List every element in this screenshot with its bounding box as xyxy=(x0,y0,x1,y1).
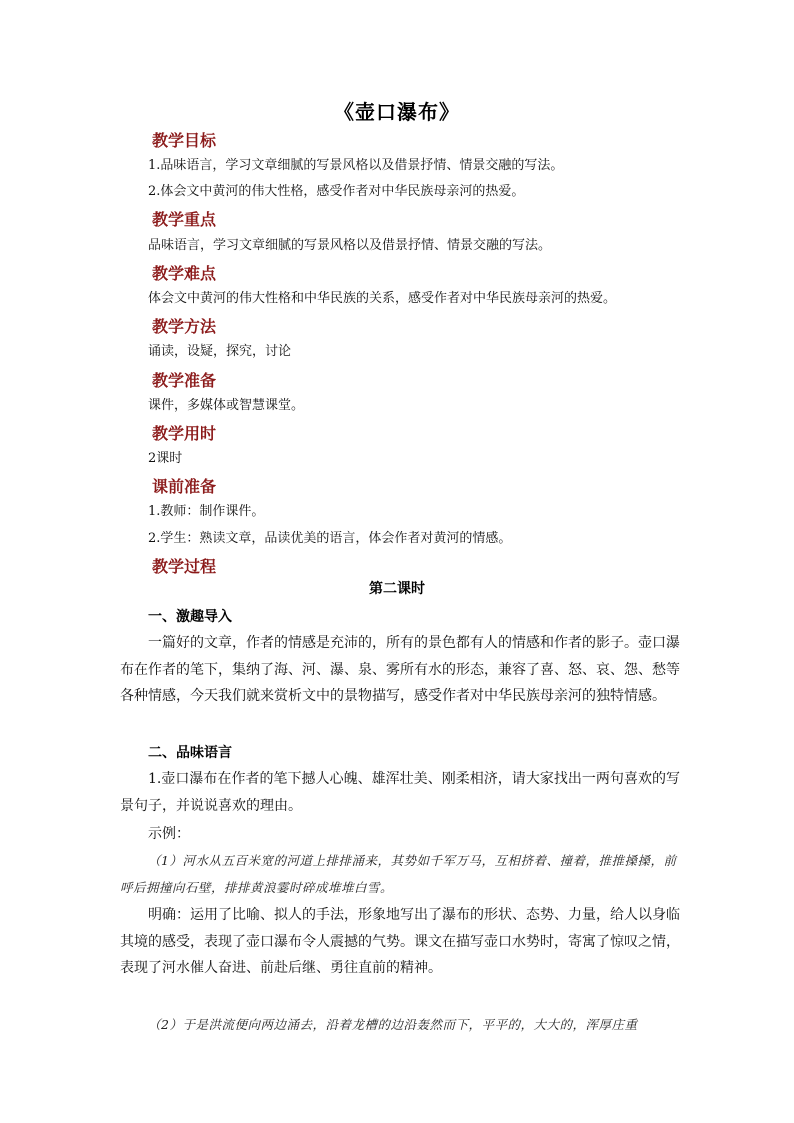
part1-heading: 一、激趣导入 xyxy=(148,609,232,625)
part1-text: 一篇好的文章，作者的情感是充沛的，所有的景色都有人的情感和作者的影子。壶口瀑布在作者的笔下，集纳了海、河、瀑、泉、雾所有水的形态，兼容了喜、怒、哀、怨、愁等各种情感，今天我们就来赏析文中的景物描写，感受作者对中华民族母亲河的独特情感。 xyxy=(120,635,680,704)
goal-item-2: 2.体会文中黄河的伟大性格，感受作者对中华民族母亲河的热爱。 xyxy=(148,184,525,199)
analysis-1: 明确：运用了比喻、拟人的手法，形象地写出了瀑布的形状、态势、力量，给人以身临其境的感受，表现了壶口瀑布令人震撼的气势。课文在描写壶口水势时，寄寓了惊叹之情，表现了河水催人奋进、前赴后继、勇往直前的精神。 xyxy=(120,907,680,976)
methods-text: 诵读，设疑，探究，讨论 xyxy=(148,344,292,359)
part2-heading: 二、品味语言 xyxy=(148,745,232,761)
quote-2: （2）于是洪流便向两边涌去，沿着龙槽的边沿轰然而下，平平的，大大的，浑厚庄重 xyxy=(148,1017,638,1032)
preparation-text: 课件，多媒体或智慧课堂。 xyxy=(148,398,305,413)
heading-preparation: 教学准备 xyxy=(152,371,217,390)
heading-duration: 教学用时 xyxy=(152,424,217,443)
difficulties-text: 体会文中黄河的伟大性格和中华民族的关系，感受作者对中华民族母亲河的热爱。 xyxy=(148,291,617,306)
pre-class-item-2: 2.学生：熟读文章，品读优美的语言，体会作者对黄河的情感。 xyxy=(148,531,512,546)
document-title: 《壶口瀑布》 xyxy=(334,100,460,124)
goal-item-1: 1.品味语言，学习文章细腻的写景风格以及借景抒情、情景交融的写法。 xyxy=(148,158,564,173)
example-label: 示例： xyxy=(148,826,190,842)
pre-class-item-1: 1.教师：制作课件。 xyxy=(148,504,265,519)
quote-1: （1）河水从五百米宽的河道上排排涌来，其势如千军万马，互相挤着、撞着，推推搡搡，前呼后拥撞向石壁，排排黄浪霎时碎成堆堆白雪。 xyxy=(120,853,677,895)
heading-process: 教学过程 xyxy=(152,557,217,576)
heading-methods: 教学方法 xyxy=(152,317,217,336)
period-title: 第二课时 xyxy=(369,581,425,597)
duration-text: 2课时 xyxy=(148,451,183,466)
part2-task: 1.壶口瀑布在作者的笔下撼人心魄、雄浑壮美、刚柔相济，请大家找出一两句喜欢的写景句子，并说说喜欢的理由。 xyxy=(120,771,680,814)
key-points-text: 品味语言，学习文章细腻的写景风格以及借景抒情、情景交融的写法。 xyxy=(148,238,552,253)
heading-goals: 教学目标 xyxy=(152,131,217,150)
heading-difficulties: 教学难点 xyxy=(152,264,217,283)
heading-key-points: 教学重点 xyxy=(152,210,217,229)
heading-pre-class: 课前准备 xyxy=(152,477,217,496)
